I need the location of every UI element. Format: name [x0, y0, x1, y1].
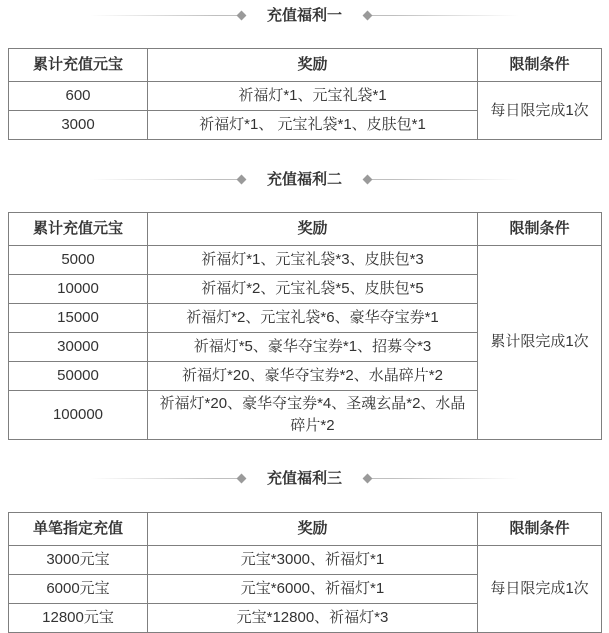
- benefit-table-1: [8, 48, 602, 140]
- amount-cell: 10000: [9, 275, 148, 304]
- amount-cell: 50000: [9, 362, 148, 391]
- divider-line-right: [371, 179, 519, 180]
- limit-cell: 累计限完成1次: [478, 246, 602, 440]
- amount-cell: 30000: [9, 333, 148, 362]
- amount-cell: 6000元宝: [9, 574, 148, 603]
- table-header-row: [9, 512, 602, 545]
- amount-cell: 5000: [9, 246, 148, 275]
- amount-cell: 12800元宝: [9, 603, 148, 632]
- table-row: [9, 246, 602, 275]
- reward-cell: 祈福灯*1、 元宝礼袋*1、皮肤包*1: [148, 111, 478, 140]
- table-row: [9, 82, 602, 111]
- column-header: 单笔指定充值: [9, 512, 148, 545]
- reward-cell: 元宝*3000、祈福灯*1: [148, 545, 478, 574]
- limit-cell: 每日限完成1次: [478, 545, 602, 632]
- diamond-icon: [363, 474, 373, 484]
- table-header-row: [9, 49, 602, 82]
- section-title-text: 充值福利三: [266, 470, 342, 487]
- divider-line-right: [371, 15, 519, 16]
- column-header: 累计充值元宝: [9, 213, 148, 246]
- section-title-1: [8, 0, 601, 30]
- section-title-text: 充值福利一: [266, 6, 342, 24]
- section-title-text: 充值福利二: [266, 170, 342, 188]
- divider-line-right: [371, 478, 519, 479]
- column-header: 奖励: [148, 512, 478, 545]
- divider-line-left: [90, 478, 238, 479]
- amount-cell: 3000元宝: [9, 545, 148, 574]
- reward-cell: 祈福灯*2、元宝礼袋*5、皮肤包*5: [148, 275, 478, 304]
- amount-cell: 100000: [9, 391, 148, 440]
- reward-cell: 祈福灯*1、元宝礼袋*1: [148, 82, 478, 111]
- table-row: [9, 545, 602, 574]
- section-title-2: [8, 164, 601, 194]
- reward-cell: 祈福灯*2、元宝礼袋*6、豪华夺宝券*1: [148, 304, 478, 333]
- diamond-icon: [237, 10, 247, 20]
- benefit-table-3: [8, 512, 602, 633]
- column-header: 限制条件: [478, 213, 602, 246]
- column-header: 累计充值元宝: [9, 49, 148, 82]
- section-recharge-benefit-2: [8, 164, 601, 440]
- table-header-row: [9, 213, 602, 246]
- divider-line-left: [90, 15, 238, 16]
- amount-cell: 3000: [9, 111, 148, 140]
- reward-cell: 祈福灯*1、元宝礼袋*3、皮肤包*3: [148, 246, 478, 275]
- reward-cell: 元宝*6000、祈福灯*1: [148, 574, 478, 603]
- column-header: 奖励: [148, 49, 478, 82]
- diamond-icon: [237, 174, 247, 184]
- limit-cell: 每日限完成1次: [478, 82, 602, 140]
- diamond-icon: [363, 10, 373, 20]
- divider-line-left: [90, 179, 238, 180]
- column-header: 限制条件: [478, 512, 602, 545]
- amount-cell: 600: [9, 82, 148, 111]
- reward-cell: 祈福灯*5、豪华夺宝券*1、招募令*3: [148, 333, 478, 362]
- section-recharge-benefit-1: [8, 0, 601, 140]
- reward-cell: 祈福灯*20、豪华夺宝券*2、水晶碎片*2: [148, 362, 478, 391]
- column-header: 奖励: [148, 213, 478, 246]
- column-header: 限制条件: [478, 49, 602, 82]
- diamond-icon: [363, 174, 373, 184]
- benefit-table-2: [8, 212, 602, 440]
- diamond-icon: [237, 474, 247, 484]
- reward-cell: 祈福灯*20、豪华夺宝券*4、圣魂玄晶*2、水晶碎片*2: [148, 391, 478, 440]
- section-recharge-benefit-3: [8, 464, 601, 633]
- reward-cell: 元宝*12800、祈福灯*3: [148, 603, 478, 632]
- section-title-3: [8, 464, 601, 494]
- amount-cell: 15000: [9, 304, 148, 333]
